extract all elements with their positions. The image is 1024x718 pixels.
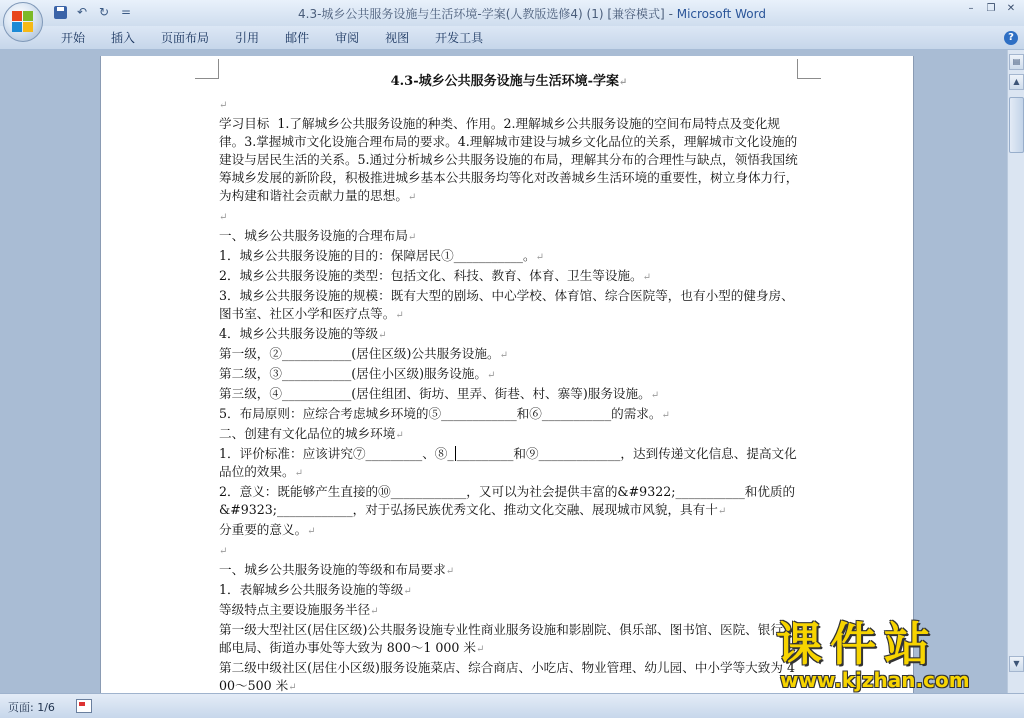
text-cursor — [455, 446, 456, 461]
paragraph: ↵ — [219, 212, 228, 223]
undo-icon[interactable]: ↶ — [76, 5, 88, 19]
paragraph: ↵ — [219, 100, 228, 111]
ribbon — [0, 26, 1024, 50]
help-icon[interactable]: ? — [1004, 31, 1018, 45]
watermark — [776, 618, 1006, 694]
document-name: 4.3-城乡公共服务设施与生活环境-学案(人教版选修4) (1) [兼容模式] — [298, 7, 665, 21]
page-counter[interactable]: 页面: 1/6 — [8, 701, 55, 714]
tab-developer[interactable]: 开发工具 — [435, 31, 484, 45]
paragraph-group-2 — [219, 483, 799, 717]
scroll-down-button[interactable]: ▼ — [1009, 656, 1024, 672]
tab-page-layout[interactable]: 页面布局 — [161, 31, 210, 45]
vertical-scrollbar[interactable] — [1007, 50, 1024, 693]
ribbon-tabs — [48, 26, 496, 50]
scroll-up-button[interactable]: ▲ — [1009, 74, 1024, 90]
customize-qat-icon[interactable]: = — [120, 5, 132, 19]
proofing-status-icon[interactable] — [76, 699, 92, 713]
ruler-toggle-icon[interactable]: ▤ — [1009, 54, 1024, 70]
paragraph: 第一级大型社区(居住区级)公共服务设施专业性商业服务设施和影剧院、俱乐部、图书馆、医院、银行、邮电局、街道办事处等大致为 800～1 000 米↵ — [219, 622, 796, 655]
office-button[interactable] — [3, 2, 43, 42]
paragraph: 1．表解城乡公共服务设施的等级↵ — [219, 582, 412, 597]
watermark-url: www.kjzhan.com — [780, 668, 970, 692]
paragraph: 第三级，④___________(居住组团、街坊、里弄、街巷、村、寨等)服务设施。↵ — [219, 386, 660, 401]
close-button[interactable]: ✕ — [1006, 3, 1016, 14]
restore-button[interactable]: ❐ — [986, 3, 996, 14]
crop-mark-top-left — [195, 59, 219, 79]
tab-review[interactable]: 审阅 — [335, 31, 360, 45]
paragraph-group-1 — [219, 95, 799, 445]
watermark-title: 课件站 — [776, 617, 938, 671]
crop-mark-top-right — [797, 59, 821, 79]
paragraph: 二、创建有文化品位的城乡环境↵ — [219, 426, 404, 441]
window-controls — [962, 2, 1020, 16]
status-bar — [0, 693, 1024, 718]
paragraph: 学习目标 1.了解城乡公共服务设施的种类、作用。2.理解城乡公共服务设施的空间布局特点及变化规律。3.掌握城市文化设施合理布局的要求。4.理解城市建设与城乡文化品位的关系，理解城市文化设施的建设与居民生活的关系。5.通过分析城乡公共服务设施的布局，理解其分布的合理性与缺点，领悟我国统筹城乡发展的新阶段，积极推进城乡基本公共服务均等化对改善城乡生活环境的重要性，树立身体力行，为构建和谐社会贡献力量的思想。↵ — [219, 116, 799, 203]
document-body[interactable] — [219, 72, 799, 717]
paragraph: 第一级，②___________(居住区级)公共服务设施。↵ — [219, 346, 508, 361]
paragraph: 等级特点主要设施服务半径↵ — [219, 602, 379, 617]
minimize-button[interactable]: – — [968, 3, 974, 14]
paragraph: 2．意义：既能够产生直接的⑩____________，又可以为社会提供丰富的&#9322;___________和优质的&#9323;____________，对于弘扬民族优秀文化、推动文化交融、展现城市风貌，具有十↵ — [219, 484, 796, 517]
title-bar — [0, 0, 1024, 26]
paragraph: 一、城乡公共服务设施的合理布局↵ — [219, 228, 417, 243]
paragraph-evaluation: 1．评价标准：应该讲究⑦_________、⑧_ _________和⑨_____________，达到传递文化信息、提高文化品位的效果。↵ — [219, 446, 797, 479]
paragraph: ↵ — [219, 546, 228, 557]
document-title: 4.3-城乡公共服务设施与生活环境-学案↵ — [390, 74, 628, 89]
paragraph: 3．城乡公共服务设施的规模：既有大型的剧场、中心学校、体育馆、综合医院等，也有小型的健身房、图书室、社区小学和医疗点等。↵ — [219, 288, 794, 321]
tab-home[interactable]: 开始 — [61, 31, 86, 45]
paragraph: 第二级，③___________(居住小区级)服务设施。↵ — [219, 366, 496, 381]
paragraph: 1．城乡公共服务设施的目的：保障居民①___________。↵ — [219, 248, 544, 263]
paragraph: 2．城乡公共服务设施的类型：包括文化、科技、教育、体育、卫生等设施。↵ — [219, 268, 651, 283]
redo-icon[interactable]: ↻ — [98, 5, 110, 19]
app-name: Microsoft Word — [676, 7, 766, 21]
tab-insert[interactable]: 插入 — [111, 31, 136, 45]
paragraph: 4．城乡公共服务设施的等级↵ — [219, 326, 387, 341]
office-logo-icon — [12, 11, 34, 33]
tab-references[interactable]: 引用 — [235, 31, 260, 45]
window-title — [0, 5, 1024, 22]
paragraph: 5．布局原则：应综合考虑城乡环境的⑤____________和⑥___________的需求。↵ — [219, 406, 670, 421]
tab-view[interactable]: 视图 — [385, 31, 410, 45]
scroll-thumb[interactable] — [1009, 97, 1024, 153]
tab-mailings[interactable]: 邮件 — [285, 31, 310, 45]
paragraph: 分重要的意义。↵ — [219, 522, 316, 537]
title-separator: - — [664, 7, 677, 21]
document-workspace — [0, 50, 1007, 693]
paragraph: 一、城乡公共服务设施的等级和布局要求↵ — [219, 562, 455, 577]
paragraph: 第二级中级社区(居住小区级)服务设施菜店、综合商店、小吃店、物业管理、幼儿园、中小学等大致为 400～500 米↵ — [219, 660, 795, 693]
